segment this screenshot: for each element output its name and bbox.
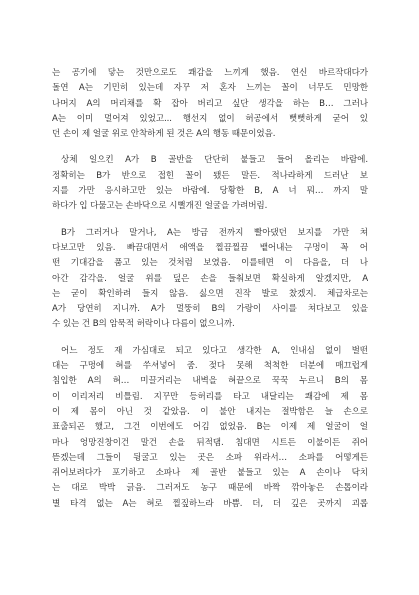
text-line: 는 굳이 확인하려 들지 않음. 싫으면 진작 발로 찼겠지. 체급차로는 xyxy=(52,288,368,299)
text-line: 뜯겠는데 그들이 뒹굴고 있는 곳은 소파 위라서… 소파를 어떻게든 xyxy=(52,452,368,463)
text-line: 하다가 입 다물고는 손바닥으로 시뻘개진 얼굴을 가려버림. xyxy=(52,201,268,212)
body-text xyxy=(52,66,368,512)
text-line: 대는 구멍에 혀를 쑤셔넣어 줌. 젖다 못해 척척한 더분에 매끄럽게 xyxy=(52,361,368,372)
text-line: 수 있는 건 B의 암묵적 허락이나 다름이 없으니까. xyxy=(52,319,235,330)
text-line: 는 공기에 닿는 것만으로도 쾌감을 느끼게 했음. 연신 바르작대다가 xyxy=(52,68,368,78)
paragraph-2 xyxy=(52,153,368,214)
text-line: A가 당연히 지니까. A가 멀뚱히 B의 가랑이 사이를 쳐다보고 있을 xyxy=(52,304,368,315)
text-line: 표출되곤 했고, 그건 이번에도 어김 없었음. B는 이제 제 얼굴이 얼 xyxy=(52,422,368,433)
text-line: 는 대로 박박 긁음. 그러저도 농구 때문에 바짝 깎아놓은 손톱이라 xyxy=(52,483,368,494)
text-line: 쥐어보려다가 포기하고 소파나 제 골반 붙들고 있는 A 손이나 닥치 xyxy=(52,468,368,479)
paragraph-1 xyxy=(52,66,368,142)
text-line: 돌연 A는 기민히 있는데 자꾸 저 혼자 느끼는 꼴이 너무도 민망한 xyxy=(52,83,368,94)
text-line: 지를 가만 응시하고만 있는 바람에. 당황한 B, A 너 뭐… 까지 말 xyxy=(52,186,368,197)
text-line: 마나 엉망진창이건 말건 손을 뒤적댐. 침대면 시트든 이불이든 쥐어 xyxy=(52,437,368,448)
text-line: B가 그러거나 말거나, A는 방금 전까지 빨아댔던 보지를 가만 쳐 xyxy=(61,227,368,238)
text-line: 아간 감각을. 얼굴 위를 덮은 손을 들춰보면 확실하게 알겠지만, A xyxy=(52,273,368,284)
text-line: 침입한 A의 혀… 미끌거리는 내벽을 혀끝으로 꾹꾹 누르니 B의 몸 xyxy=(52,376,368,387)
text-line: 다보고만 있음. 빠끔대면서 애액을 찔끔찔끔 뱉어내는 구멍이 꼭 어 xyxy=(52,242,368,253)
text-line: 정확히는 B가 반으로 접힌 꼴이 됐든 말든. 적나라하게 드러난 보 xyxy=(52,170,368,181)
text-line: 떤 기대감을 품고 있는 것처럼 보였음. 이를테면 이 다음을, 더 나 xyxy=(52,258,368,269)
text-line: 상체 일으킨 A가 B 골반을 단단히 붙들고 들어 올리는 바람에. xyxy=(61,155,368,166)
text-line: 어느 정도 재 가심대로 되고 있다고 생각한 A, 인내심 없이 벌떤 xyxy=(61,345,368,356)
text-line: 별 타격 없는 A는 혀로 찔짚하느라 바쁨. 더, 더 깊은 곳까지 괴롭 xyxy=(52,498,368,509)
text-line: 이 제 몸이 아닌 것 같았음. 이 불안 내지는 절박함은 늘 손으로 xyxy=(52,406,368,417)
text-line: A는 이미 멀어져 있었고... 행선지 없이 허공에서 뻣뻣하게 굳어 있 xyxy=(52,113,368,124)
paragraph-4 xyxy=(52,344,368,512)
paragraph-3 xyxy=(52,226,368,333)
text-line: 나머지 A의 머리채를 확 잡아 버리고 싶단 생각을 하는 B… 그러나 xyxy=(52,98,368,109)
text-line: 이 이리저리 비틀림. 지꾸만 등허리를 타고 내달리는 쾌감에 제 몸 xyxy=(52,391,368,402)
text-line: 던 손이 제 얼굴 위로 안착하게 된 것은 A의 행동 때문이었음. xyxy=(52,129,276,140)
